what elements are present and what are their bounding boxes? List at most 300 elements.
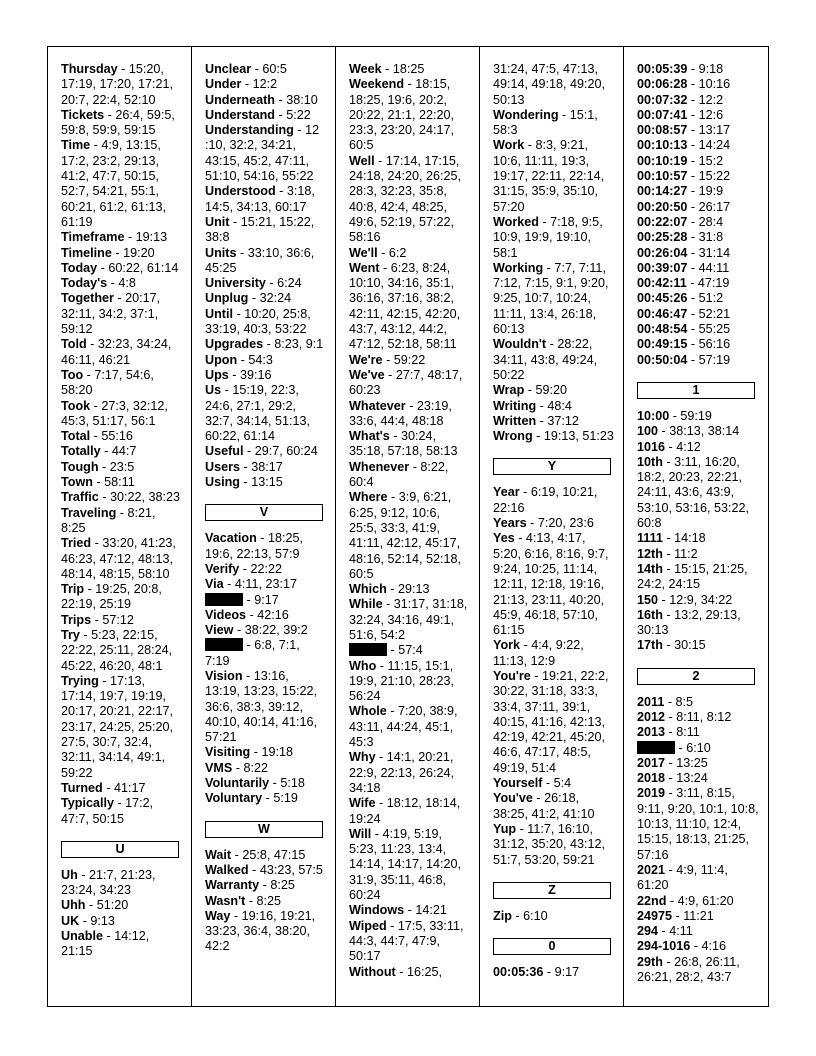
index-column-2 <box>192 47 336 1006</box>
index-term: Trip <box>61 582 85 597</box>
index-entry <box>637 77 759 92</box>
index-term: Writing <box>493 398 537 413</box>
index-term: Traveling <box>61 505 117 520</box>
page-line-refs: 8:25 <box>270 878 295 893</box>
term-separator: - <box>107 276 119 291</box>
index-term: Today <box>61 260 98 275</box>
index-entry <box>61 138 183 230</box>
term-separator: - <box>98 673 110 688</box>
term-separator: - <box>245 893 257 908</box>
page-line-refs: 57:12 <box>102 612 134 627</box>
page-line-refs: 15:22 <box>698 169 731 184</box>
index-entry <box>637 924 759 939</box>
page-line-refs: 31:14 <box>698 245 731 260</box>
term-separator: - <box>687 214 699 229</box>
index-entry <box>349 659 471 705</box>
page-line-refs: 19:18 <box>261 745 293 760</box>
page-line-refs: 16:25, <box>406 964 442 979</box>
index-entry <box>637 291 759 306</box>
page-line-refs: 12:6 <box>698 107 724 122</box>
page-line-refs: 31:24, 47:5, 47:13, 49:14, 49:18, 49:20, 50:13 <box>493 62 606 107</box>
term-separator: - <box>687 245 699 260</box>
index-entry <box>493 776 615 791</box>
term-separator: - <box>97 260 109 275</box>
index-entry <box>637 409 759 424</box>
page-line-refs: 3:11, 8:15, 9:11, 9:20, 10:1, 10:8, 10:13, 11:10, 12:4, 15:15, 18:13, 21:25, 57:16 <box>637 786 759 862</box>
page-line-refs: 11:21 <box>683 908 714 923</box>
index-entry <box>349 965 471 980</box>
index-entry <box>349 597 471 643</box>
index-entry <box>637 531 759 546</box>
index-term: While <box>349 597 383 612</box>
page-line-refs: 18:25 <box>392 62 425 76</box>
index-entry <box>637 725 759 740</box>
index-entry <box>349 903 471 918</box>
index-term: Which <box>349 582 387 597</box>
page-line-refs: 55:16 <box>101 429 133 444</box>
term-separator: - <box>665 862 677 877</box>
index-entry <box>637 154 759 169</box>
page-line-refs: 9:18 <box>698 62 724 76</box>
term-separator: - <box>371 826 383 841</box>
index-term: 12th <box>637 546 663 561</box>
index-entry <box>61 536 183 582</box>
section-header: 1 <box>637 382 755 399</box>
index-term: Trying <box>61 673 99 688</box>
term-separator: - <box>248 862 260 877</box>
page-line-refs: 3:9, 6:21, 6:25, 9:12, 10:6, 25:5, 33:3, 41:9, 41:11, 42:12, 45:17, 48:16, 52:14, 52:18, 60:5 <box>349 490 462 581</box>
index-entry <box>637 608 759 639</box>
term-separator: - <box>665 709 677 724</box>
page-line-refs: 17:13, 17:14, 19:7, 19:19, 20:17, 20:21, 22:17, 23:17, 24:25, 25:20, 27:5, 30:7, 32:4, 32:11, 34:14, 49:1, 59:22 <box>61 673 174 780</box>
index-term: Until <box>205 306 233 321</box>
page-line-refs: 41:17 <box>113 780 146 795</box>
index-entry <box>493 531 615 638</box>
index-entry <box>637 955 759 986</box>
index-entry <box>637 322 759 337</box>
index-term: Told <box>61 337 87 352</box>
term-separator: - <box>104 107 116 122</box>
page-line-refs: 10:20, 25:8, 33:19, 40:3, 53:22 <box>205 306 311 337</box>
index-entry <box>61 337 183 368</box>
index-term: Well <box>349 153 375 168</box>
index-entry <box>205 337 327 352</box>
index-term: Wife <box>349 796 376 811</box>
index-term: 00:46:47 <box>637 306 688 321</box>
page-line-refs: 19:21, 22:2, 30:22, 31:18, 33:3, 33:4, 37:11, 39:1, 40:15, 41:16, 42:13, 42:19, 42:21, 45:20, 46:6, 47:17, 48:5, 49:19, 51:4 <box>493 668 609 775</box>
index-entry <box>637 440 759 455</box>
term-separator: - <box>669 408 681 423</box>
term-separator: - <box>386 918 398 933</box>
page-line-refs: 7:20, 23:6 <box>537 516 594 531</box>
index-term: 294-1016 <box>637 939 691 954</box>
index-entry <box>349 460 471 491</box>
index-term: Wondering <box>493 107 559 122</box>
term-separator: - <box>117 62 129 76</box>
page-line-refs: 7:7, 7:11, 7:12, 7:15, 9:1, 9:20, 9:25, 10:7, 10:24, 11:11, 13:4, 26:18, 60:13 <box>493 260 609 337</box>
index-term: Yup <box>493 821 517 836</box>
term-separator: - <box>250 745 262 760</box>
page-line-refs: 4:12 <box>676 439 701 454</box>
term-separator: - <box>519 485 531 500</box>
index-term: 1016 <box>637 439 666 454</box>
term-separator: - <box>511 908 524 923</box>
index-term: Unclear <box>205 62 252 76</box>
term-separator: - <box>79 627 92 642</box>
index-term: Understand <box>205 107 275 122</box>
index-term: Useful <box>205 444 244 459</box>
index-entry <box>493 261 615 337</box>
page-line-refs: 17:14, 17:15, 24:18, 24:20, 26:25, 28:3, 32:23, 35:8, 40:8, 42:4, 48:25, 49:6, 52:19, 57:22, 58:16 <box>349 153 462 245</box>
page-line-refs: 4:11, 23:17 <box>234 577 297 592</box>
index-term: Year <box>493 485 520 500</box>
page-line-refs: 3:11, 16:20, 18:2, 20:23, 22:21, 24:11, 43:6, 43:9, 53:10, 53:16, 53:22, 60:8 <box>637 454 750 531</box>
index-entry <box>61 781 183 796</box>
index-entry <box>61 246 183 261</box>
index-term: Tried <box>61 536 92 551</box>
index-entry <box>349 368 471 399</box>
index-entry <box>205 444 327 459</box>
term-separator: - <box>532 791 545 806</box>
term-separator: - <box>543 260 555 275</box>
index-term: Typically <box>61 796 114 811</box>
index-term: Work <box>493 138 525 153</box>
page-line-refs: 3:18, 14:5, 34:13, 60:17 <box>205 184 315 214</box>
term-separator: - <box>524 383 536 398</box>
page-line-refs: 4:9, 11:4, 61:20 <box>637 862 728 893</box>
index-entry <box>61 582 183 613</box>
index-term: 00:50:04 <box>637 352 688 367</box>
page-line-refs: 12:9, 34:22 <box>669 592 733 607</box>
index-entry <box>493 399 615 414</box>
page-line-refs: 4:9, 13:15, 17:2, 23:2, 29:13, 41:2, 47:7, 50:15, 52:7, 54:21, 55:1, 60:21, 61:2, 61:13, 61:19 <box>61 138 167 229</box>
index-term: Upon <box>205 352 238 367</box>
page-line-refs: 18:12, 18:14, 19:24 <box>349 796 461 826</box>
term-separator: - <box>102 780 114 795</box>
index-entry <box>349 919 471 965</box>
page-line-refs: 21:7, 21:23, 23:24, 34:23 <box>61 867 156 898</box>
term-separator: - <box>662 607 675 622</box>
index-entry <box>637 741 759 756</box>
term-separator: - <box>375 750 387 765</box>
index-entry <box>205 184 327 215</box>
page-line-refs: 44:11 <box>698 260 730 275</box>
index-term: You're <box>493 668 531 683</box>
page-line-refs: 23:5 <box>109 459 135 474</box>
index-entry <box>637 169 759 184</box>
term-separator: - <box>263 337 275 352</box>
index-entry <box>493 337 615 383</box>
term-separator: - <box>687 337 699 352</box>
index-term: Unplug <box>205 291 249 306</box>
index-term: University <box>205 276 266 291</box>
page-line-refs: 6:8, 7:1, 7:19 <box>205 638 300 668</box>
page-line-refs: 33:20, 41:23, 46:23, 47:12, 48:13, 48:14, 48:15, 58:10 <box>61 536 176 581</box>
index-term: Wasn't <box>205 893 246 908</box>
index-term: 16th <box>637 607 663 622</box>
index-term: Where <box>349 490 388 505</box>
page-line-refs: 57:4 <box>398 643 423 658</box>
index-term: Whenever <box>349 459 410 474</box>
index-term: 00:25:28 <box>637 230 688 245</box>
index-term: Uh <box>61 867 78 882</box>
index-term: Wiped <box>349 918 387 933</box>
index-term: Who <box>349 658 377 673</box>
index-term: 00:39:07 <box>637 260 688 275</box>
index-term: Tickets <box>61 107 105 122</box>
index-entry <box>637 200 759 215</box>
term-separator: - <box>231 847 243 862</box>
term-separator: - <box>687 322 699 337</box>
index-term: Total <box>61 429 91 444</box>
term-separator: - <box>100 444 112 459</box>
index-entry <box>637 62 759 77</box>
index-entry <box>349 261 471 353</box>
index-term: VMS <box>205 760 233 775</box>
index-term: Worked <box>493 214 539 229</box>
index-term: 00:05:36 <box>493 965 544 980</box>
index-term: Users <box>205 459 241 474</box>
index-entry <box>205 894 327 909</box>
index-entry <box>205 291 327 306</box>
page-line-refs: 15:21, 15:22, 38:8 <box>205 214 315 245</box>
index-entry <box>493 822 615 868</box>
index-entry <box>637 108 759 123</box>
index-entry <box>637 276 759 291</box>
page-line-refs: 47:19 <box>697 276 730 291</box>
page-line-refs: 7:17, 54:6, 58:20 <box>61 367 154 398</box>
term-separator: - <box>662 546 675 561</box>
index-entry <box>205 863 327 878</box>
term-separator: - <box>658 424 670 439</box>
index-term: 00:45:26 <box>637 291 688 306</box>
index-term: 24975 <box>637 908 673 923</box>
term-separator: - <box>381 62 393 76</box>
page-line-refs: 13:16, 13:19, 13:23, 15:22, 36:6, 38:3, 39:12, 40:10, 40:14, 41:16, 57:21 <box>205 668 318 745</box>
page-line-refs: 22:22 <box>250 561 283 576</box>
term-separator: - <box>687 107 699 122</box>
term-separator: - <box>665 755 677 770</box>
page-line-refs: 8:11, 8:12 <box>676 709 732 724</box>
term-separator: - <box>91 536 103 551</box>
term-separator: - <box>243 638 255 653</box>
page-line-refs: 15:15, 21:25, 24:2, 24:15 <box>637 561 748 592</box>
index-entry <box>205 577 327 592</box>
index-entry <box>349 399 471 430</box>
term-separator: - <box>242 668 254 683</box>
index-entry <box>61 796 183 827</box>
term-separator: - <box>666 893 678 908</box>
term-separator: - <box>376 658 388 673</box>
page-line-refs: 60:5 <box>262 62 287 76</box>
page-line-refs: 13:17 <box>698 123 731 138</box>
index-term: 00:49:15 <box>637 337 688 352</box>
term-separator: - <box>665 771 677 786</box>
term-separator: - <box>237 352 249 367</box>
term-separator: - <box>98 490 110 505</box>
index-column-5 <box>624 47 767 1006</box>
page-line-refs: 5:4 <box>553 776 572 791</box>
term-separator: - <box>690 939 702 954</box>
index-entry <box>205 93 327 108</box>
index-term: Unable <box>61 929 103 944</box>
term-separator: - <box>520 638 532 653</box>
index-term: Warranty <box>205 878 260 893</box>
index-entry <box>61 368 183 399</box>
index-term: Timeline <box>61 245 112 260</box>
page-line-refs: 4:4, 9:22, 11:13, 12:9 <box>493 638 584 668</box>
term-separator: - <box>387 643 399 658</box>
index-entry <box>493 429 615 444</box>
index-term: Wait <box>205 847 232 862</box>
page-line-refs: 5:23, 22:15, 22:22, 25:11, 28:24, 45:22, 46:20, 48:1 <box>61 627 173 673</box>
page-line-refs: 7:20, 38:9, 43:11, 44:24, 45:1, 45:3 <box>349 704 458 750</box>
index-entry <box>637 230 759 245</box>
term-separator: - <box>687 77 699 92</box>
term-separator: - <box>675 740 687 755</box>
page-line-refs: 4:8 <box>118 276 136 291</box>
term-separator: - <box>662 454 675 469</box>
page-line-refs: 4:9, 61:20 <box>677 893 734 908</box>
term-separator: - <box>687 184 699 199</box>
page-line-refs: 27:3, 32:12, 45:3, 51:17, 56:1 <box>61 398 168 428</box>
index-entry <box>493 215 615 261</box>
index-entry <box>493 414 615 429</box>
page-line-refs: 60:22, 61:14 <box>108 260 179 275</box>
index-entry <box>205 761 327 776</box>
page-line-refs: 23:19, 33:6, 44:4, 48:18 <box>349 398 452 428</box>
index-entry <box>637 246 759 261</box>
term-separator: - <box>230 908 242 923</box>
page-line-refs: 15:2 <box>698 153 724 168</box>
index-term: What's <box>349 429 390 444</box>
index-term: 17th <box>637 638 663 653</box>
page-line-refs: 4:16 <box>701 939 726 954</box>
index-term: Took <box>61 398 91 413</box>
index-term: 00:22:07 <box>637 214 688 229</box>
index-term: Working <box>493 260 544 275</box>
index-term: Whole <box>349 704 387 719</box>
index-term: Tough <box>61 459 99 474</box>
section-header: 0 <box>493 938 611 955</box>
index-entry <box>61 490 183 505</box>
term-separator: - <box>387 490 399 505</box>
term-separator: - <box>239 561 251 576</box>
page-line-refs: 59:19 <box>680 408 712 423</box>
term-separator: - <box>546 337 558 352</box>
index-entry <box>61 444 183 459</box>
index-entry <box>349 704 471 750</box>
index-term: 294 <box>637 924 659 939</box>
page-line-refs: 31:17, 31:18, 32:24, 34:16, 49:1, 51:6, 54:2 <box>349 597 468 642</box>
index-entry <box>637 638 759 653</box>
page-line-refs: 26:18, 38:25, 41:2, 41:10 <box>493 791 595 821</box>
index-term: 00:05:39 <box>637 62 688 76</box>
index-entry <box>61 506 183 537</box>
index-entry <box>493 383 615 398</box>
term-separator: - <box>86 337 98 352</box>
index-term: 00:48:54 <box>637 322 688 337</box>
term-separator: - <box>687 230 699 245</box>
index-term: You've <box>493 791 533 806</box>
term-separator: - <box>241 77 253 92</box>
index-entry <box>205 593 327 608</box>
term-separator: - <box>293 123 306 138</box>
page-line-refs: 29:7, 60:24 <box>254 444 318 459</box>
index-entry <box>637 261 759 276</box>
page-line-refs: 59:22 <box>393 352 426 367</box>
page-line-refs: 52:21 <box>698 306 731 321</box>
index-entry <box>61 914 183 929</box>
page-line-refs: 26:4, 59:5, 59:8, 59:9, 59:15 <box>61 107 175 138</box>
index-page <box>47 46 769 1007</box>
page-line-refs: 28:22, 34:11, 43:8, 49:24, 50:22 <box>493 337 598 382</box>
term-separator: - <box>665 439 677 454</box>
term-separator: - <box>83 367 95 382</box>
page-line-refs: 59:20 <box>535 383 567 398</box>
index-term: Using <box>205 475 240 490</box>
page-line-refs: 13:24 <box>676 771 708 786</box>
index-term: 10th <box>637 454 663 469</box>
term-separator: - <box>665 786 677 801</box>
term-separator: - <box>103 929 115 944</box>
index-term: Thursday <box>61 62 118 76</box>
term-separator: - <box>90 138 102 153</box>
page-line-refs: 6:10 <box>686 740 711 755</box>
index-entry <box>205 608 327 623</box>
index-column-3 <box>336 47 480 1006</box>
index-entry <box>637 307 759 322</box>
page-line-refs: 26:8, 26:11, 26:21, 28:2, 43:7 <box>637 954 740 985</box>
page-line-refs: 56:16 <box>698 337 731 352</box>
index-entry <box>637 593 759 608</box>
page-line-refs: 51:20 <box>96 898 129 913</box>
term-separator: - <box>536 413 548 428</box>
index-entry <box>61 291 183 337</box>
index-term: Way <box>205 908 231 923</box>
page-line-refs: 8:3, 9:21, 10:6, 11:11, 19:3, 19:17, 22:11, 22:14, 31:15, 35:9, 35:10, 57:20 <box>493 138 605 214</box>
index-entry <box>205 745 327 760</box>
term-separator: - <box>248 291 260 306</box>
index-entry <box>493 791 615 822</box>
page-line-refs: 10:16 <box>698 77 731 92</box>
page-line-refs: 5:22 <box>286 107 311 122</box>
index-entry <box>61 276 183 291</box>
page-line-refs: 38:13, 38:14 <box>669 424 740 439</box>
page-line-refs: 6:2 <box>388 245 407 260</box>
index-entry <box>61 230 183 245</box>
index-term: 00:10:13 <box>637 138 688 153</box>
term-separator: - <box>687 92 699 107</box>
index-term: 100 <box>637 424 659 439</box>
index-term: Unit <box>205 214 230 229</box>
index-term: 2018 <box>637 771 666 786</box>
page-line-refs: 11:15, 15:1, 19:9, 21:10, 28:23, 56:24 <box>349 658 455 704</box>
term-separator: - <box>98 459 110 474</box>
page-line-refs: 8:22 <box>243 760 269 775</box>
index-term: Yes <box>493 531 515 546</box>
index-entry <box>349 77 471 153</box>
page-line-refs: 5:18 <box>280 776 305 791</box>
page-line-refs: 20:17, 32:11, 34:2, 37:1, 59:12 <box>61 291 161 337</box>
index-term: Wrong <box>493 429 533 444</box>
term-separator: - <box>514 531 526 546</box>
page-line-refs: 11:7, 16:10, 31:12, 35:20, 43:12, 51:7, 53:20, 59:21 <box>493 821 606 867</box>
term-separator: - <box>236 245 248 260</box>
index-term: Without <box>349 964 396 979</box>
term-separator: - <box>275 184 287 199</box>
index-term: 00:42:11 <box>637 276 687 291</box>
